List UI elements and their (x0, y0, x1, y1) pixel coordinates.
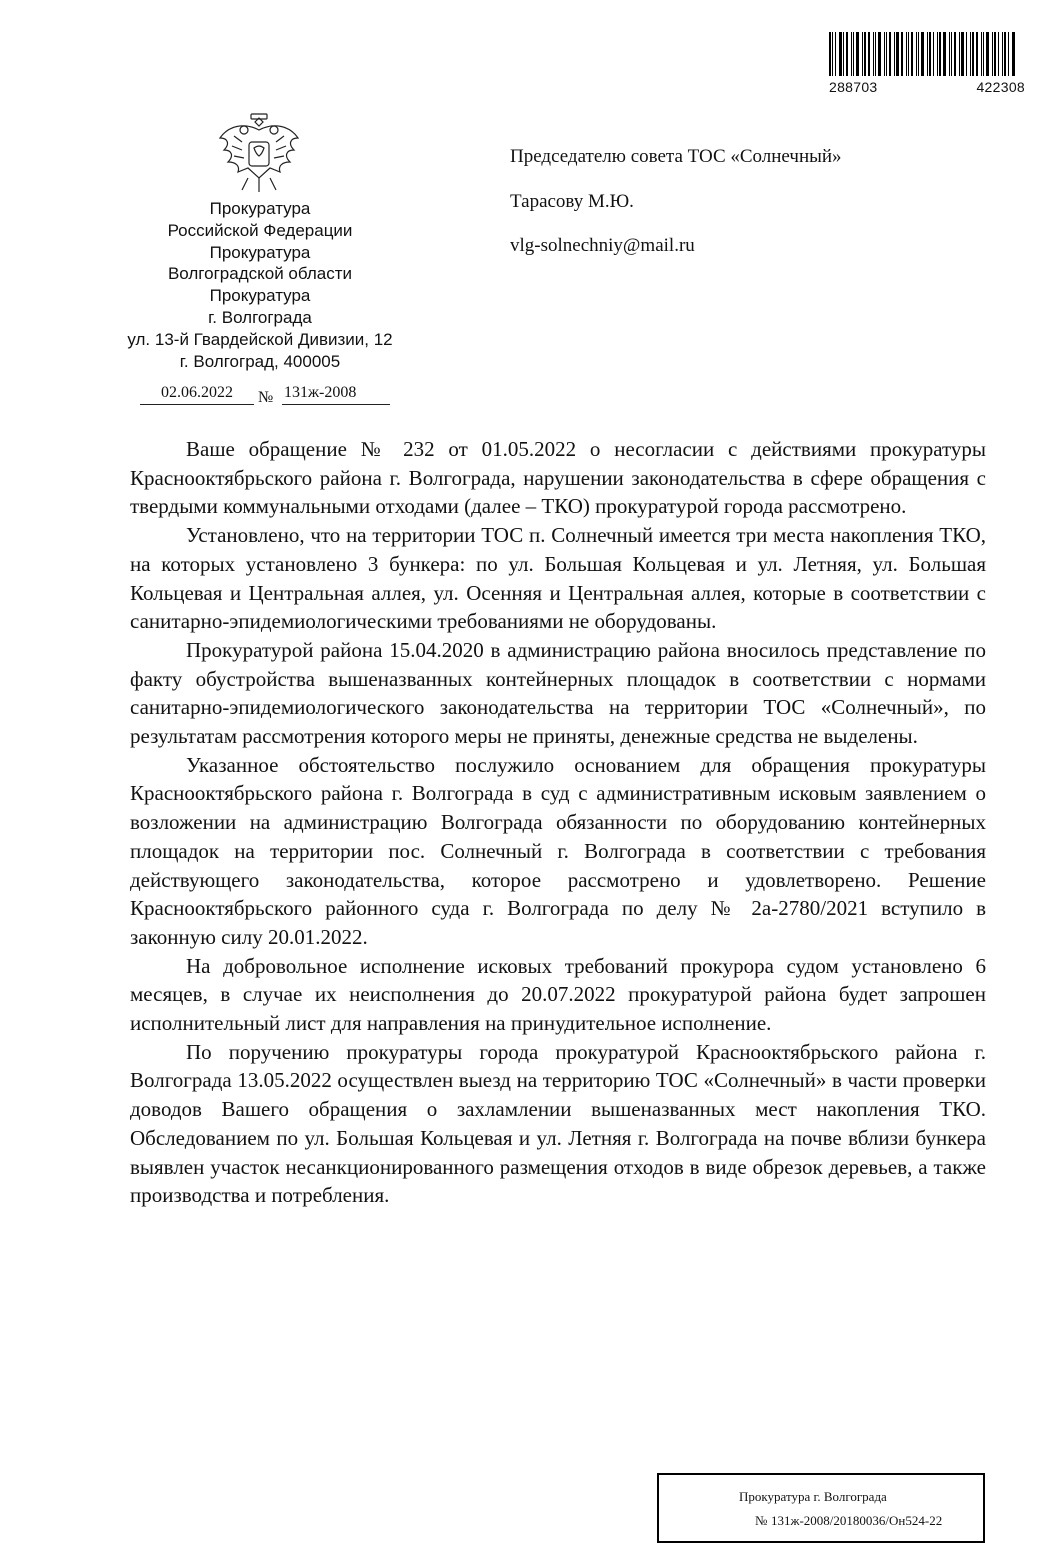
barcode-bar (951, 32, 952, 76)
paragraph: Установлено, что на территории ТОС п. Солнечный имеется три места накопления ТКО, на которых установлено 3 бункера: по ул. Большая Кольцевая и ул. Летняя, ул. Большая Кольцевая и Центральная аллея, ул. Осенняя и Центральная аллея, которые в соответствии с санитарно-эпидемиологическими требованиями не оборудованы. (130, 523, 986, 634)
barcode-bar (959, 32, 960, 76)
paragraph: Указанное обстоятельство послужило основанием для обращения прокуратуры Краснооктябрьского района г. Волгограда в суд с административным исковым заявлением о возложении на администрацию Волгограда обязанности по оборудованию контейнерных площадок на территории пос. Солнечный г. Волгограда в соответствии с требования действующего законодательства, которое рассмотрено и удовлетворено. Решение Краснооктябрьского районного суда г. Волгограда по делу № 2а-2780/2021 вступило в законную силу 20.01.2022. (130, 752, 986, 949)
barcode-bar (873, 32, 874, 76)
addressee-position: Председателю совета ТОС «Солнечный» (510, 146, 842, 167)
barcode-bar (961, 32, 964, 76)
barcode-bar (911, 32, 913, 76)
barcode-bar (1002, 32, 1003, 76)
barcode-bar (927, 32, 928, 76)
registration-number: 131ж-2008 (282, 382, 390, 405)
barcode-bar (929, 32, 931, 76)
stamp-number-label: № (755, 1513, 768, 1528)
barcode-bar (994, 32, 996, 76)
barcode-bar (906, 32, 907, 76)
barcode-bar (832, 32, 833, 76)
barcode-bar (983, 32, 984, 76)
barcode-bar (1008, 32, 1009, 76)
barcode-bar (829, 32, 831, 76)
barcode-bar (916, 32, 917, 76)
barcode-bar (878, 32, 881, 76)
barcode-bar (856, 32, 859, 76)
barcode-bar (884, 32, 885, 76)
barcode-bar (921, 32, 924, 76)
barcode-bar (862, 32, 863, 76)
barcode-bar (972, 32, 974, 76)
barcode-bar (864, 32, 866, 76)
barcode-bar (992, 32, 993, 76)
barcode-bar (986, 32, 989, 76)
barcode-bar (976, 32, 978, 76)
sender-line: Прокуратура (209, 286, 311, 306)
barcode-bar (843, 32, 844, 76)
paragraph: Прокуратурой района 15.04.2020 в администрацию района вносилось представление по факту обустройства вышеназванных контейнерных площадок в соответствии с нормами санитарно-эпидемиологического законодательства на территории ТОС «Солнечный», по результатам рассмотрения которого меры не приняты, денежные средства не выделены. (130, 637, 986, 749)
barcode-bar (894, 32, 895, 76)
barcode-bar (853, 32, 854, 76)
barcode-bar (851, 32, 852, 76)
addressee-name: Тарасову М.Ю. (510, 191, 634, 212)
sender-line: г. Волгоград, 400005 (179, 351, 341, 371)
sender-line: г. Волгограда (208, 307, 312, 327)
registration-number-label: № (258, 389, 274, 406)
barcode-left-digits: 288703 (829, 79, 878, 95)
sender-line: ул. 13-й Гвардейской Дивизии, 12 (127, 329, 393, 349)
barcode-bar (937, 32, 938, 76)
barcode-bar (886, 32, 887, 76)
barcode-bar (901, 32, 903, 76)
barcode-bar (933, 32, 934, 76)
barcode-numbers (829, 79, 1025, 95)
barcode-bar (970, 32, 971, 76)
barcode-bar (918, 32, 919, 76)
coat-of-arms-icon (214, 112, 304, 198)
barcode-bar (1004, 32, 1006, 76)
barcode-bar (846, 32, 848, 76)
barcode-bar (939, 32, 941, 76)
barcode-bar (835, 32, 836, 76)
barcode-right-digits: 422308 (976, 79, 1025, 95)
sender-line: Прокуратура (209, 242, 311, 262)
sender-block (100, 198, 420, 372)
sender-line: Прокуратура (209, 199, 311, 218)
barcode-bar (839, 32, 842, 76)
sender-line: Российской Федерации (167, 220, 353, 240)
barcode-bar (896, 32, 899, 76)
barcode-bar (908, 32, 909, 76)
barcode-bar (875, 32, 876, 76)
addressee-email: vlg-solnechniy@mail.ru (510, 235, 695, 256)
barcode-bar (998, 32, 999, 76)
barcode-bar (868, 32, 870, 76)
barcode (829, 32, 1025, 96)
stamp-number: 131ж-2008/20180036/Он524-22 (771, 1513, 943, 1528)
sender-line: Волгоградской области (167, 264, 353, 284)
paragraph: По поручению прокуратуры города прокуратурой Краснооктябрьского района г. Волгограда 13.05.2022 осуществлен выезд на территорию ТОС «Солнечный» в части проверки доводов Вашего обращения о захламлении вышеназванных мест накопления ТКО. Обследованием по ул. Большая Кольцевая и ул. Летняя г. Волгограда на почве вблизи бункера выявлен участок несанкционированного размещения отходов в виде обрезок деревьев, а также производства и потребления. (130, 1039, 986, 1208)
letter-body (130, 435, 986, 1210)
barcode-bar (943, 32, 946, 76)
barcode-bar (889, 32, 891, 76)
barcode-bar (981, 32, 982, 76)
barcode-bars (829, 32, 1025, 76)
stamp-org: Прокуратура г. Волгограда (739, 1489, 887, 1504)
barcode-bar (1012, 32, 1015, 76)
registration-date: 02.06.2022 (140, 382, 254, 405)
paragraph: На добровольное исполнение исковых требований прокурора судом установлено 6 месяцев, в случае их неисполнения до 20.07.2022 прокуратурой района будет запрошен исполнительный лист для направления на принудительное исполнение. (130, 953, 986, 1036)
barcode-bar (954, 32, 956, 76)
barcode-bar (949, 32, 950, 76)
paragraph: Ваше обращение № 232 от 01.05.2022 о несогласии с действиями прокуратуры Краснооктябрьского района г. Волгограда, нарушении законодательства в сфере обращения с твердыми коммунальными отходами (далее – ТКО) прокуратурой города рассмотрено. (130, 437, 986, 519)
registration-stamp (657, 1473, 985, 1543)
barcode-bar (966, 32, 967, 76)
